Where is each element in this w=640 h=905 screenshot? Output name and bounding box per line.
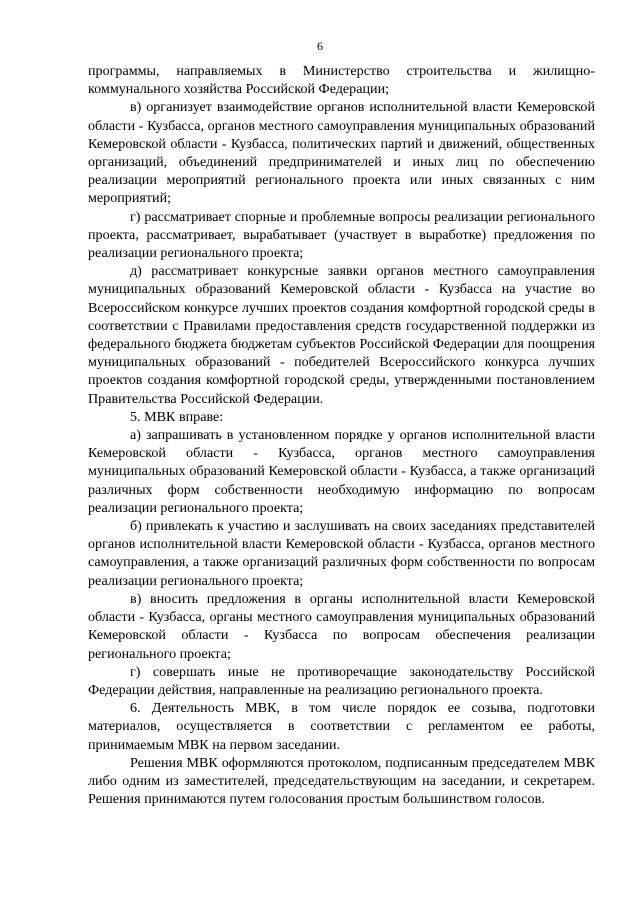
- page-number: 6: [317, 39, 323, 53]
- paragraph-item-a-request-information: а) запрашивать в установленном порядке у органов исполнительной власти Кемеровской области - Кузбасса, органов местного самоуправления муниципальных образований Кемеровской области - Кузбасса, а также организаций различных форм собственности необходимую информацию по вопросам реализации регионального проекта;: [88, 427, 595, 516]
- paragraph-section-6-activity: 6. Деятельность МВК, в том числе порядок ее созыва, подготовки материалов, осуществляется в соответствии с регламентом ее работы, принимаемым МВК на первом заседании.: [88, 700, 595, 753]
- document-body: [88, 62, 595, 808]
- paragraph-item-b-invite-representatives: б) привлекать к участию и заслушивать на своих заседаниях представителей органов исполнительной власти Кемеровской области - Кузбасса, органов местного самоуправления, а также организаций различных форм собственности по вопросам реализации регионального проекта;: [88, 518, 595, 589]
- paragraph-item-g-other-actions: г) совершать иные не противоречащие законодательству Российской Федерации действия, направленные на реализацию регионального проекта.: [88, 663, 595, 698]
- paragraph-item-g-disputes: г) рассматривает спорные и проблемные вопросы реализации регионального проекта, рассматривает, вырабатывает (участвует в выработке) предложения по реализации регионального проекта;: [88, 208, 595, 262]
- paragraph-decisions: Решения МВК оформляются протоколом, подписанным председателем МВК либо одним из заместителей, председательствующим на заседании, и секретарем. Решения принимаются путем голосования простым большинством голосов.: [88, 754, 595, 808]
- paragraph-item-d-contest-applications: д) рассматривает конкурсные заявки органов местного самоуправления муниципальных образований Кемеровской области - Кузбасса на участие во Всероссийском конкурсе лучших проектов создания комфортной городской среды в соответствии с Правилами предоставления средств государственной поддержки из федерального бюджета бюджетам субъектов Российской Федерации для поощрения муниципальных образований - победителей Всероссийского конкурса лучших проектов создания комфортной городской среды, утвержденными постановлением Правительства Российской Федерации.: [88, 263, 595, 407]
- paragraph-item-v-interaction: в) организует взаимодействие органов исполнительной власти Кемеровской области - Кузбасса, органов местного самоуправления муниципальных образований Кемеровской области - Кузбасса, политических партий и движений, общественных организаций, объединений предпринимателей и иных лиц по обеспечению реализации мероприятий регионального проекта или иных связанных с ним мероприятий;: [88, 99, 595, 207]
- paragraph-item-v-submit-proposals: в) вносить предложения в органы исполнительной власти Кемеровской области - Кузбасса, органы местного самоуправления муниципальных образований Кемеровской области - Кузбасса по вопросам обеспечения реализации регионального проекта;: [88, 590, 595, 662]
- paragraph-continuation: программы, направляемых в Министерство строительства и жилищно-коммунального хозяйства Российской Федерации;: [88, 63, 595, 98]
- paragraph-section-5-heading: 5. МВК вправе:: [130, 408, 224, 425]
